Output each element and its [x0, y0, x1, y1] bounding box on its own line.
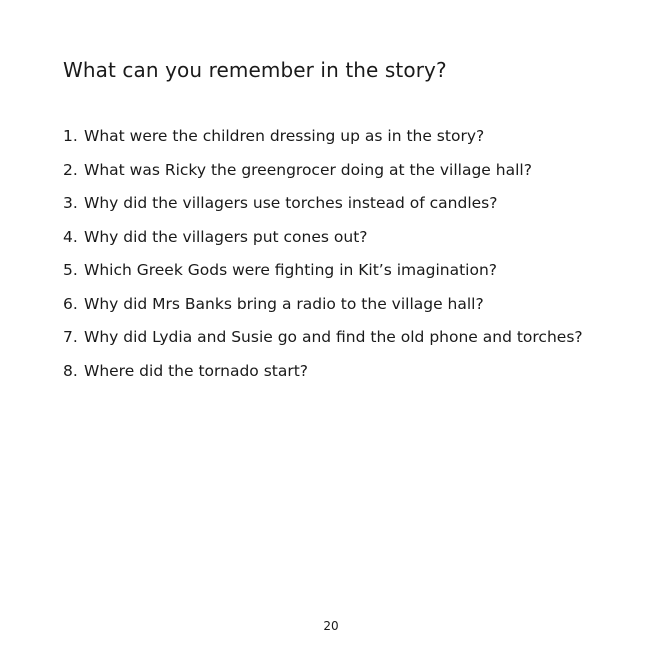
question-item: [63, 261, 583, 295]
question-item: [63, 295, 583, 329]
question-text: Why did the villagers put cones out?: [84, 227, 368, 246]
question-text: Why did Mrs Banks bring a radio to the village hall?: [84, 294, 484, 313]
question-text: Where did the tornado start?: [84, 361, 309, 380]
question-item: [63, 228, 583, 262]
question-number: 4.: [63, 227, 78, 246]
question-item: [63, 161, 583, 195]
question-text: What were the children dressing up as in the story?: [84, 127, 485, 145]
question-text: Why did the villagers use torches instead of candles?: [84, 194, 498, 212]
question-number: 6.: [63, 294, 78, 313]
question-text: Which Greek Gods were fighting in Kit’s imagination?: [84, 261, 498, 279]
question-item: [63, 194, 583, 228]
question-number: 5.: [63, 261, 78, 279]
question-number: 1.: [63, 127, 78, 145]
question-item: [63, 362, 583, 396]
question-list: [63, 127, 583, 395]
question-number: 3.: [63, 194, 78, 212]
question-text: What was Ricky the greengrocer doing at the village hall?: [84, 160, 532, 179]
question-text: Why did Lydia and Susie go and find the old phone and torches?: [84, 328, 583, 346]
question-number: 7.: [63, 328, 78, 346]
page-heading: What can you remember in the story?: [63, 58, 447, 82]
question-item: [63, 328, 583, 362]
page-number: 20: [323, 619, 339, 633]
question-number: 8.: [63, 361, 78, 380]
question-item: [63, 127, 583, 161]
question-number: 2.: [63, 160, 78, 179]
